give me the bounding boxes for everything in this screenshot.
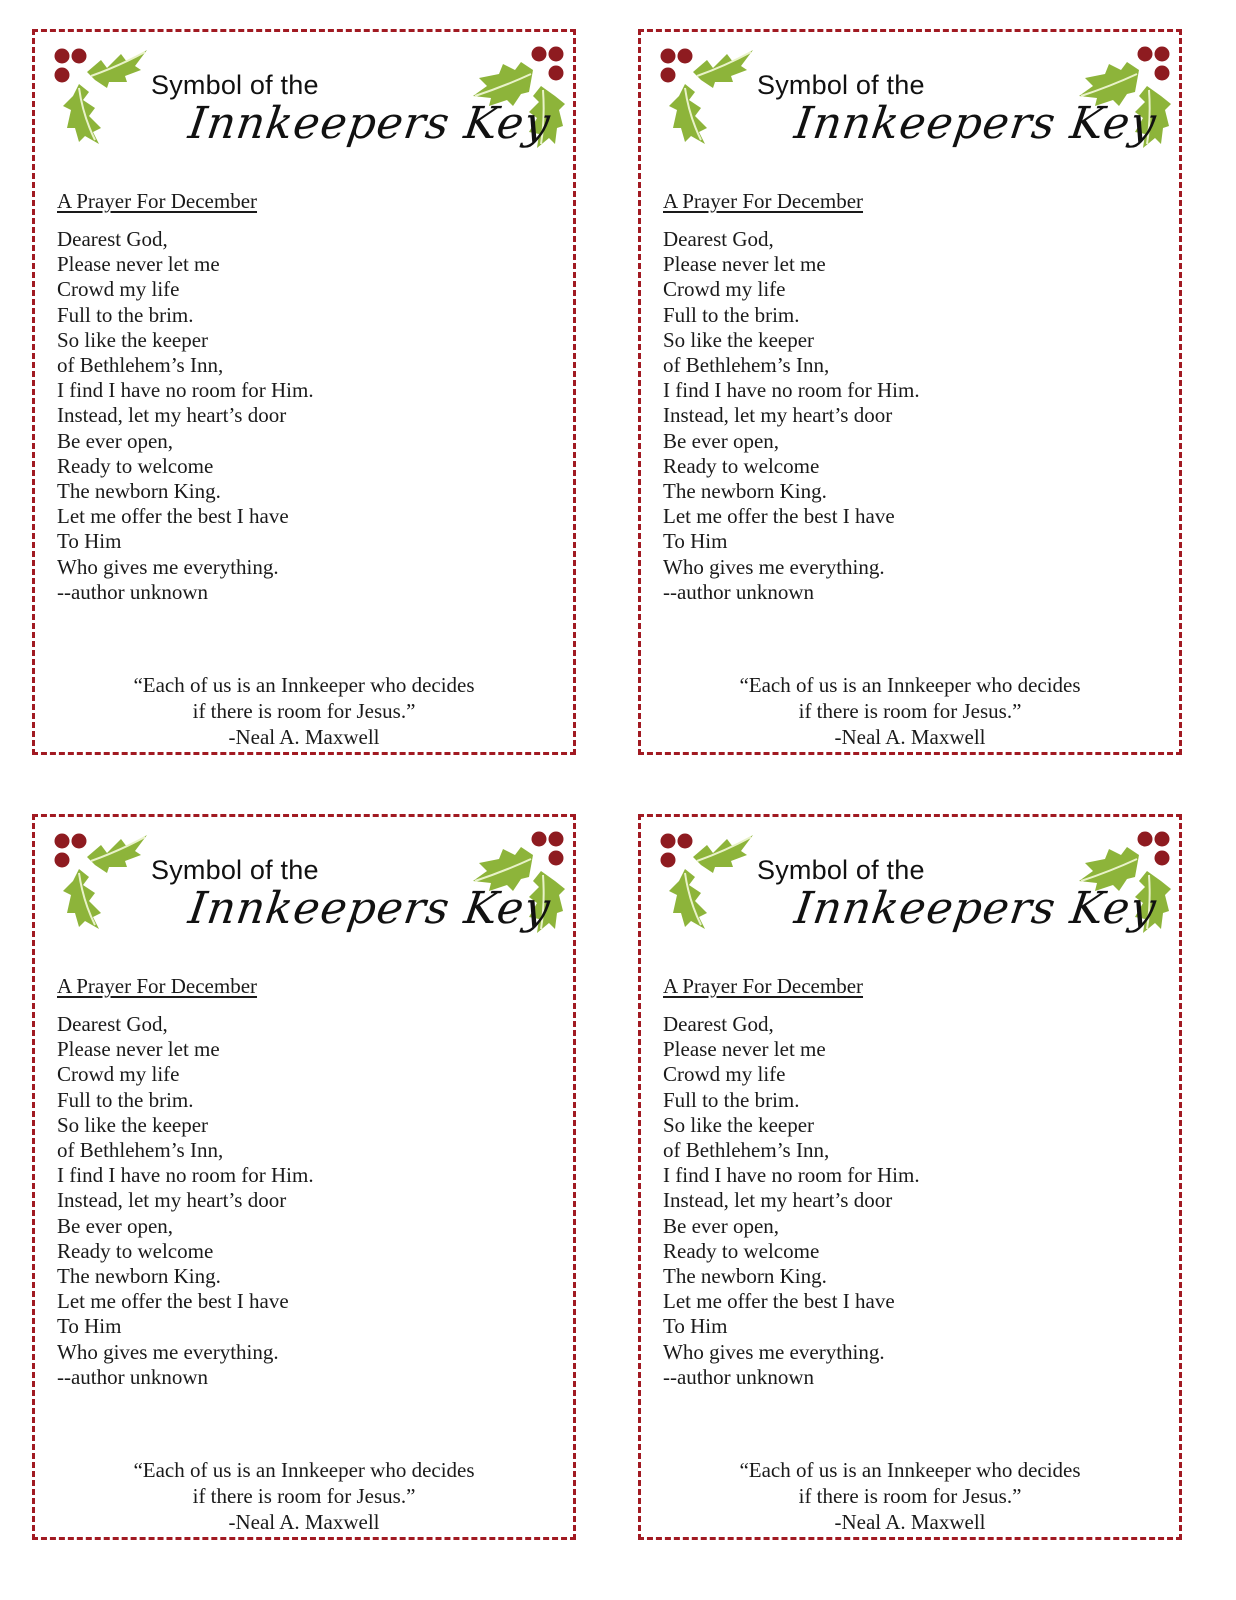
quote-line: “Each of us is an Innkeeper who decides	[133, 1458, 475, 1482]
prayer-heading: A Prayer For December	[663, 189, 864, 213]
card-symbol-line: Symbol of the	[151, 855, 319, 885]
prayer-line: The newborn King.	[57, 479, 221, 504]
quote-block	[35, 672, 573, 750]
card-2	[638, 29, 1182, 755]
prayer-line: Ready to welcome	[663, 453, 820, 478]
berry	[72, 834, 87, 849]
prayer-text	[57, 1012, 314, 1390]
prayer-line: Who gives me everything.	[663, 554, 885, 579]
prayer-heading: A Prayer For December	[57, 974, 258, 998]
prayer-line: Please never let me	[663, 252, 826, 277]
prayer-heading: A Prayer For December	[663, 974, 864, 998]
berry	[55, 49, 70, 64]
prayer-heading: A Prayer For December	[57, 189, 258, 213]
card-title: Innkeepers Key	[791, 98, 1160, 149]
quote-block	[641, 1457, 1179, 1535]
prayer-line: Crowd my life	[57, 277, 180, 302]
quote-line: “Each of us is an Innkeeper who decides	[739, 673, 1081, 697]
berry	[661, 68, 676, 83]
prayer-line: Full to the brim.	[57, 302, 194, 327]
prayer-line: Be ever open,	[663, 1213, 780, 1238]
card-4	[638, 814, 1182, 1540]
quote-line: -Neal A. Maxwell	[228, 725, 380, 749]
holly-icon	[655, 825, 765, 935]
prayer-line: Instead, let my heart’s door	[57, 1188, 287, 1213]
prayer-line: Dearest God,	[57, 227, 168, 251]
prayer-line: Dearest God,	[663, 227, 774, 251]
prayer-line: So like the keeper	[663, 327, 815, 352]
prayer-line: Who gives me everything.	[57, 1339, 279, 1364]
prayer-text	[57, 227, 314, 605]
berry	[532, 832, 547, 847]
holly-icon	[49, 40, 159, 150]
prayer-line: Let me offer the best I have	[57, 1289, 289, 1314]
prayer-text	[663, 227, 920, 605]
berry	[661, 49, 676, 64]
prayer-line: Be ever open,	[663, 428, 780, 453]
berry	[678, 834, 693, 849]
prayer-line: Who gives me everything.	[663, 1339, 885, 1364]
prayer-line: Instead, let my heart’s door	[663, 1188, 893, 1213]
prayer-line: Instead, let my heart’s door	[57, 403, 287, 428]
prayer-line: --author unknown	[57, 579, 209, 604]
prayer-line: Be ever open,	[57, 1213, 174, 1238]
prayer-line: To Him	[57, 529, 122, 554]
prayer-line: Instead, let my heart’s door	[663, 403, 893, 428]
prayer-line: Please never let me	[57, 252, 220, 277]
prayer-line: Ready to welcome	[57, 1238, 214, 1263]
berry	[661, 834, 676, 849]
holly-leaf	[669, 869, 707, 929]
prayer-line: Who gives me everything.	[57, 554, 279, 579]
holly-leaf	[63, 869, 101, 929]
holly-leaf	[63, 84, 101, 144]
prayer-line: To Him	[663, 1314, 728, 1339]
prayer-line: Full to the brim.	[663, 302, 800, 327]
prayer-line: Full to the brim.	[663, 1087, 800, 1112]
prayer-line: of Bethlehem’s Inn,	[663, 1138, 830, 1163]
quote-line: -Neal A. Maxwell	[228, 1510, 380, 1534]
prayer-line: Full to the brim.	[57, 1087, 194, 1112]
holly-icon	[655, 40, 765, 150]
prayer-line: So like the keeper	[57, 327, 209, 352]
prayer-line: So like the keeper	[663, 1112, 815, 1137]
quote-line: if there is room for Jesus.”	[798, 699, 1022, 723]
card-3	[32, 814, 576, 1540]
quote-line: “Each of us is an Innkeeper who decides	[739, 1458, 1081, 1482]
berry	[1155, 47, 1170, 62]
prayer-line: of Bethlehem’s Inn,	[663, 353, 830, 378]
prayer-text	[663, 1012, 920, 1390]
prayer-line: Please never let me	[663, 1037, 826, 1062]
prayer-line: --author unknown	[57, 1364, 209, 1389]
berry	[661, 853, 676, 868]
berry	[678, 49, 693, 64]
berry	[1155, 66, 1170, 81]
quote-line: if there is room for Jesus.”	[192, 1484, 416, 1508]
card-title: Innkeepers Key	[185, 98, 554, 149]
prayer-line: of Bethlehem’s Inn,	[57, 1138, 224, 1163]
prayer-line: The newborn King.	[663, 1264, 827, 1289]
prayer-line: Please never let me	[57, 1037, 220, 1062]
prayer-line: Ready to welcome	[663, 1238, 820, 1263]
quote-line: if there is room for Jesus.”	[798, 1484, 1022, 1508]
prayer-line: To Him	[663, 529, 728, 554]
card-symbol-line: Symbol of the	[757, 70, 925, 100]
prayer-line: I find I have no room for Him.	[663, 1163, 920, 1188]
prayer-line: I find I have no room for Him.	[57, 378, 314, 403]
quote-block	[35, 1457, 573, 1535]
berry	[1155, 851, 1170, 866]
berry	[1138, 47, 1153, 62]
berry	[55, 68, 70, 83]
quote-line: -Neal A. Maxwell	[834, 725, 986, 749]
berry	[549, 832, 564, 847]
prayer-line: Crowd my life	[663, 277, 786, 302]
berry	[1155, 832, 1170, 847]
prayer-line: of Bethlehem’s Inn,	[57, 353, 224, 378]
card-symbol-line: Symbol of the	[757, 855, 925, 885]
berry	[1138, 832, 1153, 847]
berry	[549, 851, 564, 866]
prayer-line: To Him	[57, 1314, 122, 1339]
prayer-line: The newborn King.	[663, 479, 827, 504]
prayer-line: --author unknown	[663, 1364, 815, 1389]
card-1	[32, 29, 576, 755]
card-title: Innkeepers Key	[185, 883, 554, 934]
quote-line: “Each of us is an Innkeeper who decides	[133, 673, 475, 697]
berry	[55, 853, 70, 868]
quote-line: -Neal A. Maxwell	[834, 1510, 986, 1534]
berry	[549, 47, 564, 62]
berry	[532, 47, 547, 62]
berry	[72, 49, 87, 64]
card-symbol-line: Symbol of the	[151, 70, 319, 100]
prayer-line: Let me offer the best I have	[663, 1289, 895, 1314]
berry	[55, 834, 70, 849]
prayer-line: --author unknown	[663, 579, 815, 604]
quote-block	[641, 672, 1179, 750]
prayer-line: Be ever open,	[57, 428, 174, 453]
prayer-line: Let me offer the best I have	[663, 504, 895, 529]
prayer-line: Dearest God,	[663, 1012, 774, 1036]
prayer-line: Dearest God,	[57, 1012, 168, 1036]
berry	[549, 66, 564, 81]
quote-line: if there is room for Jesus.”	[192, 699, 416, 723]
prayer-line: I find I have no room for Him.	[57, 1163, 314, 1188]
prayer-line: Crowd my life	[663, 1062, 786, 1087]
prayer-line: So like the keeper	[57, 1112, 209, 1137]
prayer-line: Ready to welcome	[57, 453, 214, 478]
prayer-line: I find I have no room for Him.	[663, 378, 920, 403]
holly-icon	[49, 825, 159, 935]
card-title: Innkeepers Key	[791, 883, 1160, 934]
prayer-line: Crowd my life	[57, 1062, 180, 1087]
prayer-line: The newborn King.	[57, 1264, 221, 1289]
holly-leaf	[669, 84, 707, 144]
prayer-line: Let me offer the best I have	[57, 504, 289, 529]
